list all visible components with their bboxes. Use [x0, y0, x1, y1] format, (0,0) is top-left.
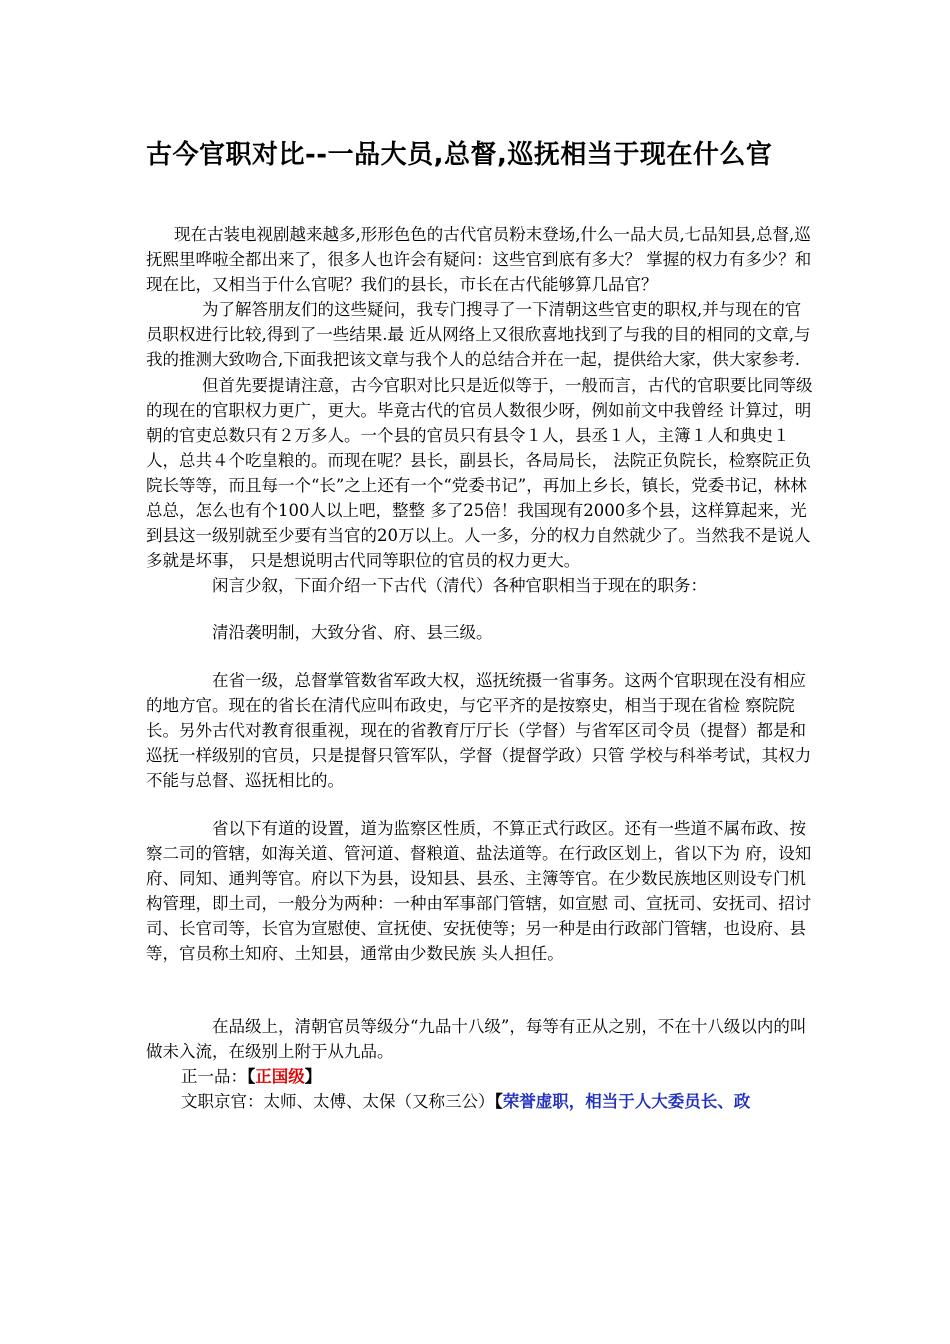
paragraph-qing-levels: 清沿袭明制，大致分省、府、县三级。: [212, 623, 493, 642]
civil-bracket-open: 【: [494, 1092, 503, 1111]
civil-note: 荣誉虚职，相当于人大委员长、政: [502, 1092, 751, 1111]
rank-bracket-close: 】: [304, 1067, 322, 1086]
paragraph-ranks: 在品级上，清朝官员等级分“九品十八级”，每等有正从之别，不在十八级以内的叫做未入流，在级别上附于从九品。: [146, 1017, 807, 1061]
rank-heading-line: [146, 1064, 816, 1089]
paragraph-province: 在省一级，总督掌管数省军政大权，巡抚统摄一省事务。这两个官职现在没有相应的地方官。现在的省长在清代应叫布政史，与它平齐的是按察史，相当于现在省检 察院院长。另外古代对教育很重视，现在的省教育厅厅长（学督）与省军区司令员（提督）都是和巡抚一样级别的官员，只是提督只管军队，学督（提督学政）只管 学校与科举考试，其权力不能与总督、巡抚相比的。: [146, 671, 812, 790]
rank-bracket-open: 【: [247, 1067, 256, 1086]
paragraph-transition: 闲言少叙，下面介绍一下古代（清代）各种官职相当于现在的职务：: [212, 576, 707, 595]
rank-value: 正国级: [255, 1067, 305, 1086]
civil-label: 文职京官：太师、太傅、太保（又称三公）: [181, 1092, 495, 1111]
civil-officials-line: [146, 1089, 816, 1114]
paragraph-intro: 现在古装电视剧越来越多,形形色色的古代官员粉末登场,什么一品大员,七品知县,总督,巡抚熙里哗啦全都出来了，很多人也许会有疑问：这些官到底有多大？ 掌握的权力有多少？和现在比，又相当于什么官呢？我们的县长，市长在古代能够算几品官？: [146, 225, 812, 294]
rank-label: 正一品：: [181, 1067, 247, 1086]
document-body: [146, 222, 816, 1114]
document-title: 古今官职对比--一品大员,总督,巡抚相当于现在什么官: [146, 140, 773, 170]
paragraph-circuits: 省以下有道的设置，道为监察区性质，不算正式行政区。还有一些道不属布政、按察二司的管辖，如海关道、管河道、督粮道、盐法道等。在行政区划上，省以下为 府，设知府、同知、通判等官。府以下为县，设知县、县丞、主簿等官。在少数民族地区则设专门机构管理，即土司，一般分为两种：一种由军事部门管辖，如宣慰 司、宣抚司、安抚司、招讨司、长官司等，长官为宣慰使、宣抚使、安抚使等；另一种是由行政部门管辖，也设府、县等，官员称土知府、土知县，通常由少数民族 头人担任。: [146, 819, 812, 963]
paragraph-caveat: 但首先要提请注意，古今官职对比只是近似等于，一般而言，古代的官职要比同等级的现在的官职权力更广，更大。毕竟古代的官员人数很少呀，例如前文中我曾经 计算过，明朝的官吏总数只有２万多人。一个县的官员只有县令１人，县丞１人，主簿１人和典史１人，总共４个吃皇粮的。而现在呢？县长，副县长，各局局长， 法院正负院长，检察院正负院长等等，而且每一个“长”之上还有一个“党委书记”，再加上乡长，镇长，党委书记，林林总总，怎么也有个100人以上吧，整整 多了25倍！我国现有2000多个县，这样算起来，光到县这一级别就至少要有当官的20万以上。人一多，分的权力自然就少了。当然我不是说人多就是坏事， 只是想说明古代同等职位的官员的权力更大。: [146, 376, 813, 570]
paragraph-purpose: 为了解答朋友们的这些疑问，我专门搜寻了一下清朝这些官吏的职权,并与现在的官员职权进行比较,得到了一些结果.最 近从网络上又很欣喜地找到了与我的目的相同的文章,与我的推测大致吻合,下面我把该文章与我个人的总结合并在一起，提供给大家，供大家参考.: [146, 300, 811, 369]
